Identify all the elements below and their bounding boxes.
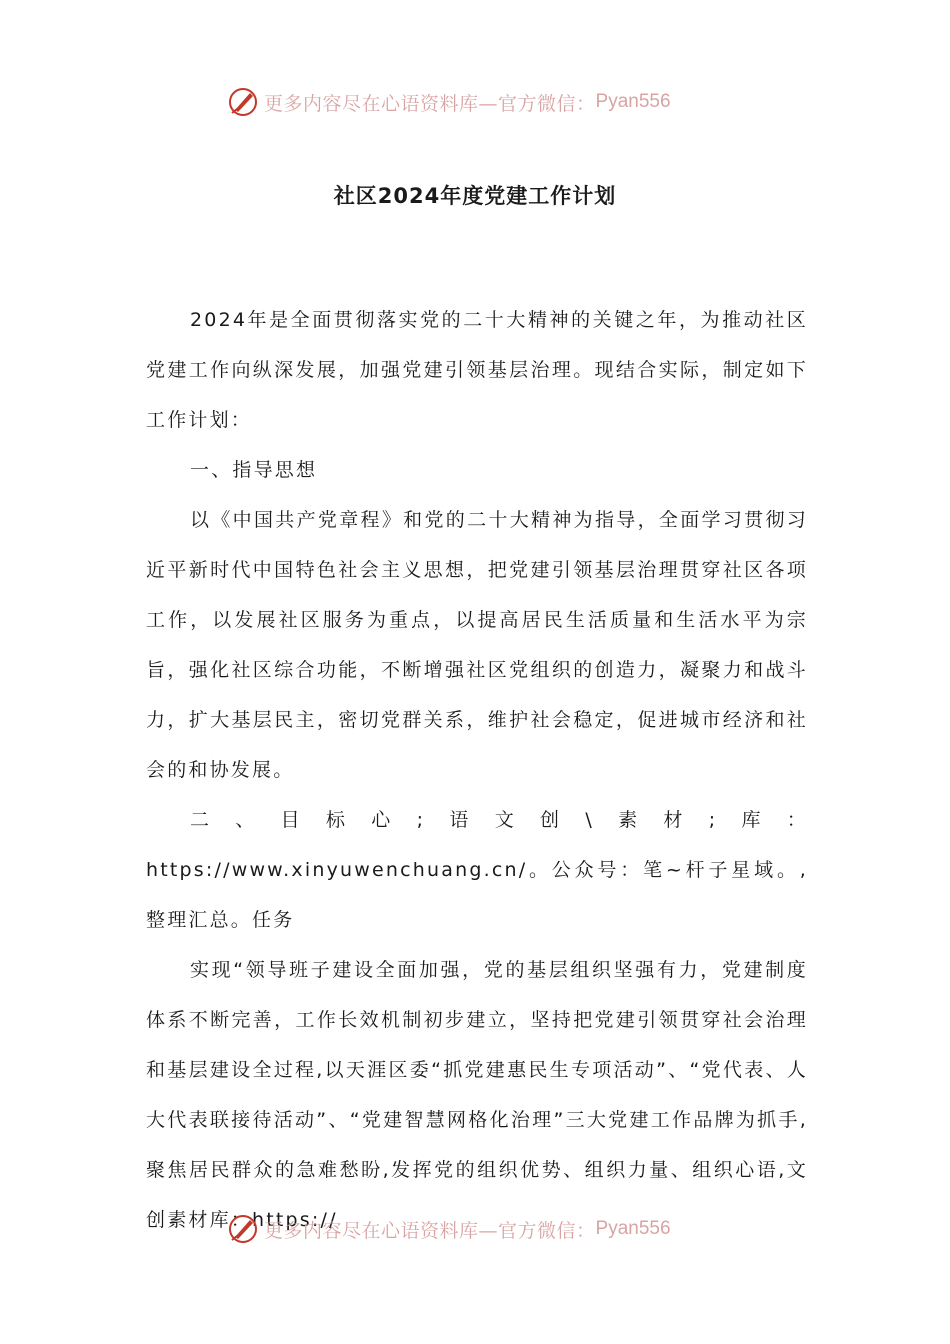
paragraph-intro: 2024年是全面贯彻落实党的二十大精神的关键之年，为推动社区党建工作向纵深发展，加强党建引领基层治理。现结合实际，制定如下工作计划：: [146, 309, 808, 431]
wechat-label: 官方微信：: [498, 1219, 596, 1242]
wechat-label: 官方微信：: [498, 92, 596, 115]
paragraph-guiding-ideology: 以《中国共产党章程》和党的二十大精神为指导，全面学习贯彻习近平新时代中国特色社会主义思想，把党建引领基层治理贯穿社区各项工作，以发展社区服务为重点，以提高居民生活质量和生活水平为宗旨，强化社区综合功能，不断增强社区党组织的创造力，凝聚力和战斗力，扩大基层民主，密切党群关系，维护社会稳定，促进城市经济和社会的和协发展。: [146, 509, 808, 781]
heading-goals-tasks: 二、目标心;语文创\素材;库：https://www.xinyuwenchuang.cn/。公众号：笔~杆子星域。,整理汇总。任务: [146, 809, 808, 931]
quill-logo-icon: [226, 85, 260, 119]
wechat-id: Pyan556: [595, 91, 671, 112]
wechat-id: Pyan556: [595, 1218, 671, 1239]
paragraph-goals: 实现“领导班子建设全面加强，党的基层组织坚强有力，党建制度体系不断完善，工作长效机制初步建立，坚持把党建引领贯穿社会治理和基层建设全过程,以天涯区委“抓党建惠民生专项活动”、“党代表、人大代表联接待活动”、“党建智慧网格化治理”三大党建工作品牌为抓手,聚焦居民群众的急难愁盼,发挥党的组织优势、组织力量、组织心语,文创素材库：https://: [146, 959, 808, 1231]
footer-watermark-banner: [226, 1211, 726, 1247]
document-title: 社区2024年度党建工作计划: [333, 184, 617, 208]
quill-logo-icon: [226, 1212, 260, 1246]
heading-guiding-ideology: 一、指导思想: [190, 459, 318, 481]
header-watermark-banner: [226, 84, 726, 120]
brand-text: 更多内容尽在心语资料库—: [264, 1219, 499, 1242]
brand-text: 更多内容尽在心语资料库—: [264, 92, 499, 115]
document-body: [146, 295, 808, 1245]
